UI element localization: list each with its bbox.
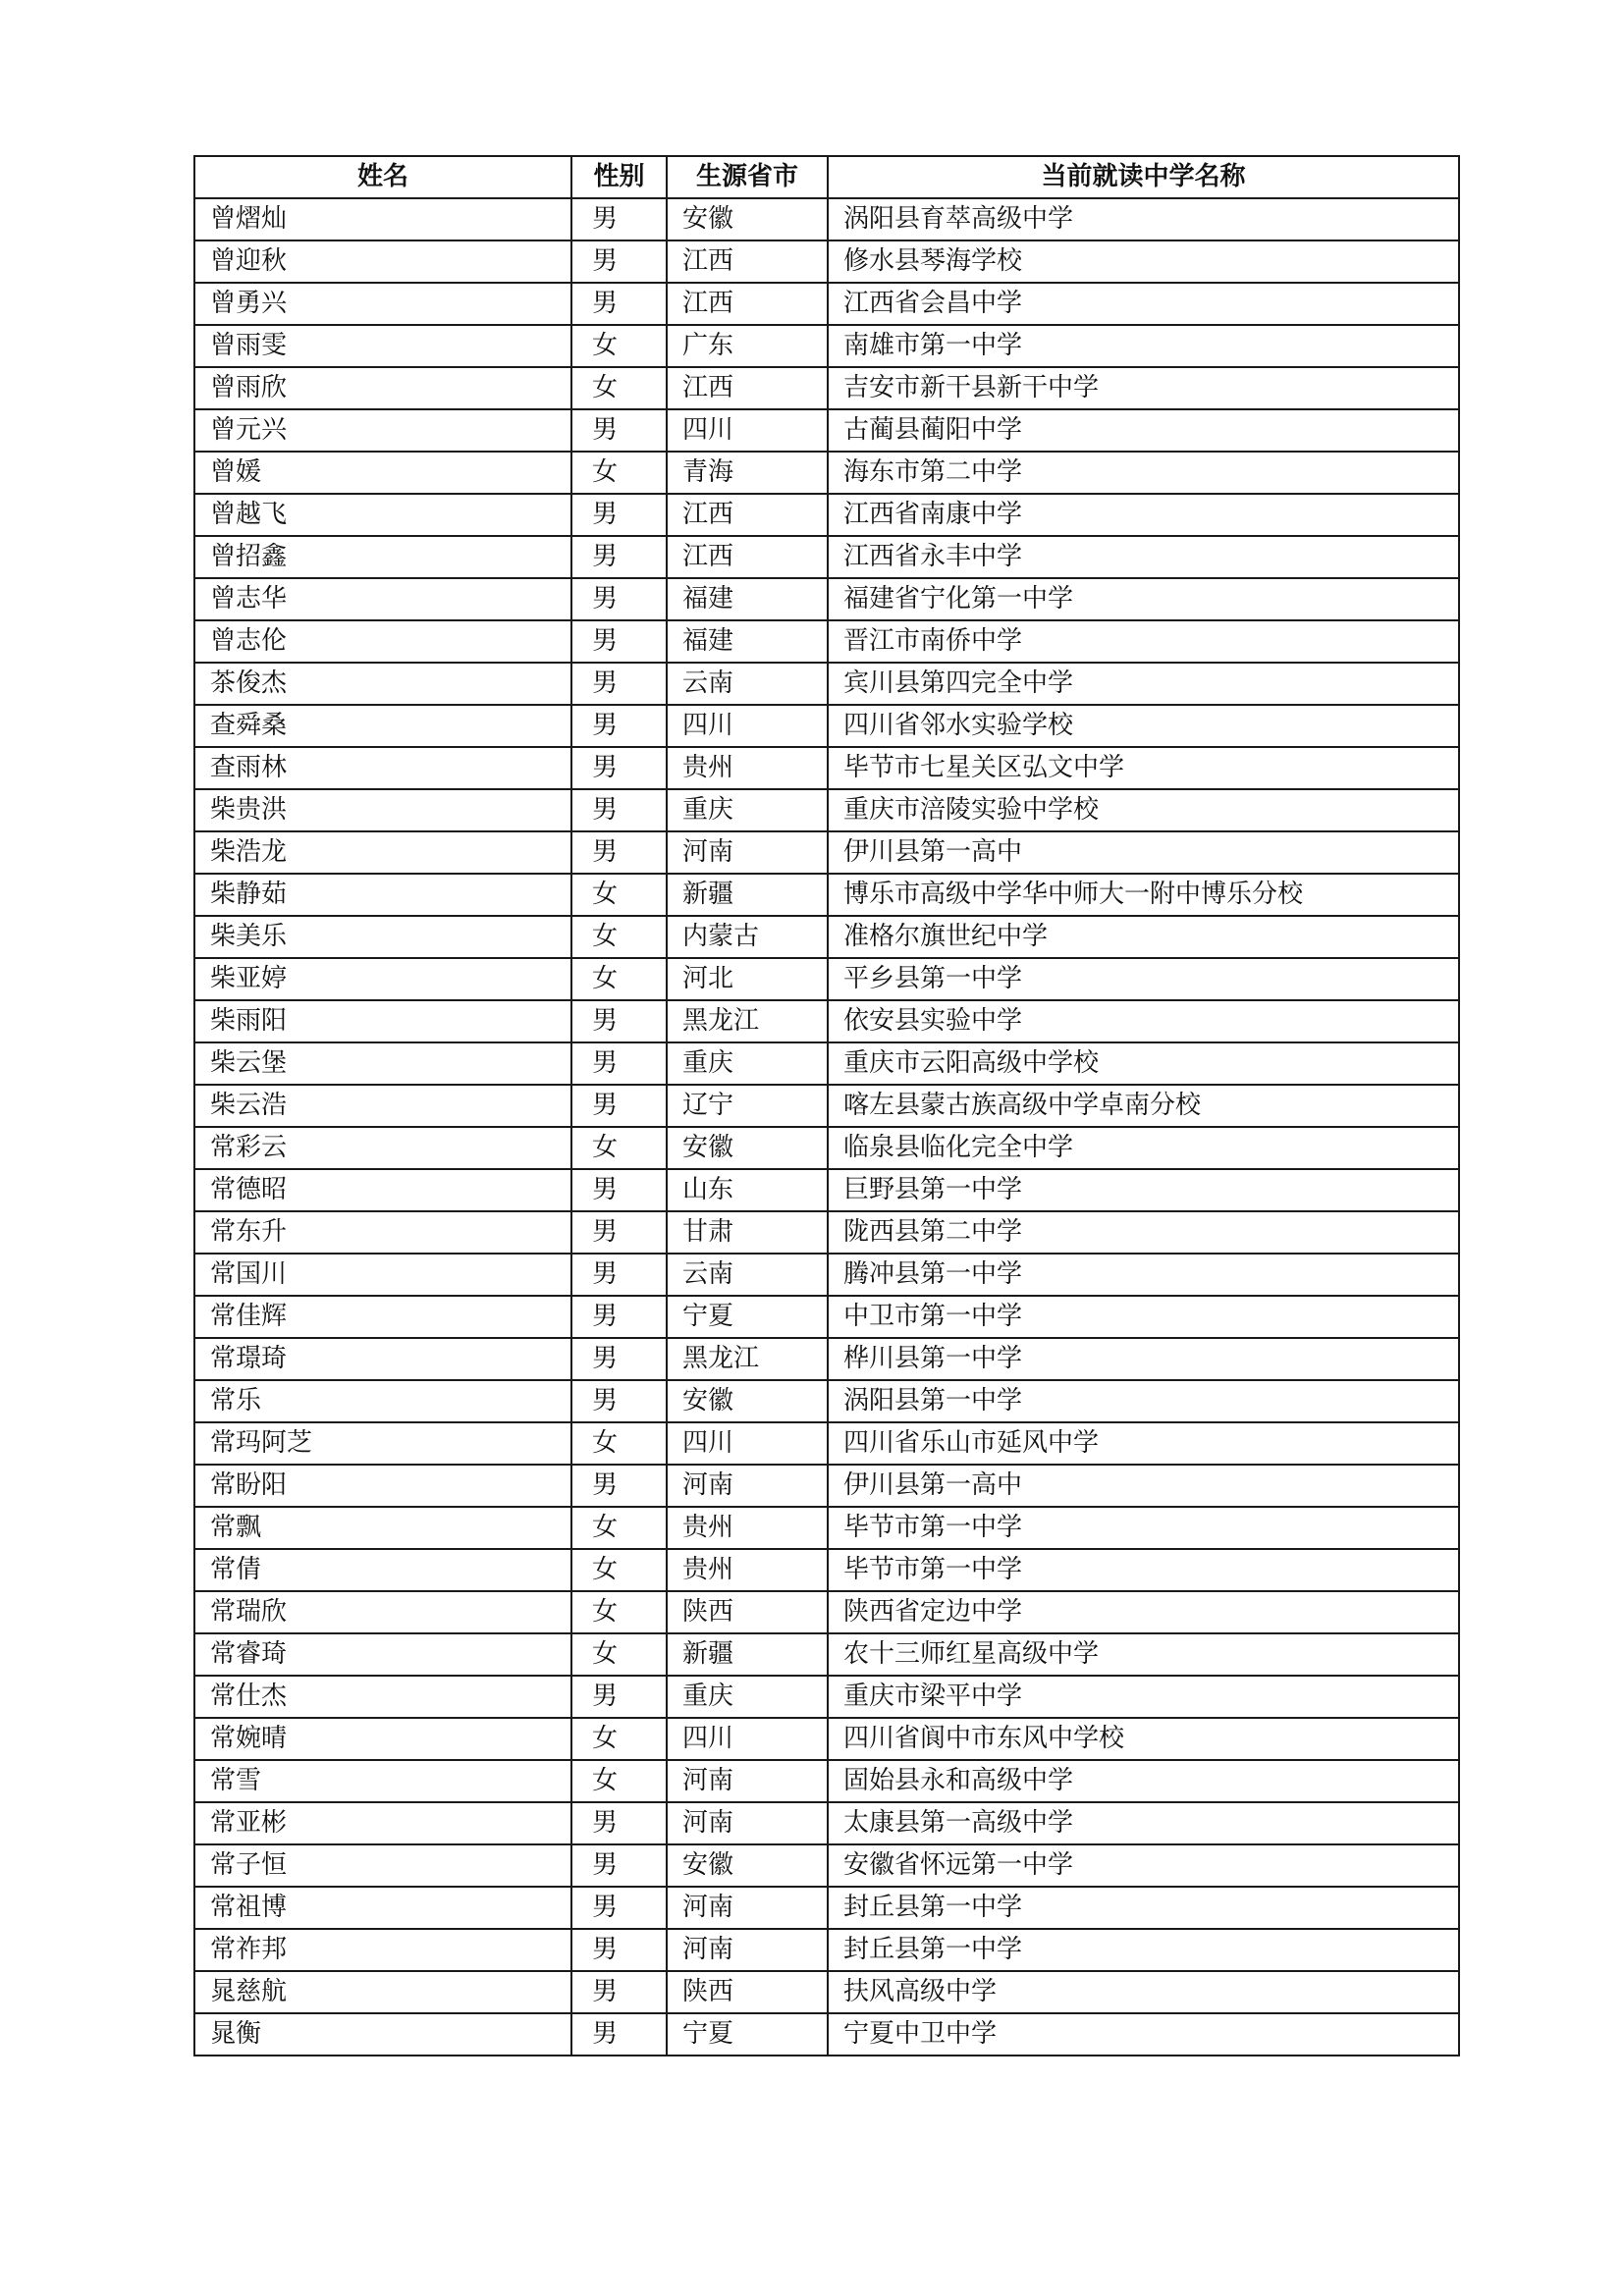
- header-school: 当前就读中学名称: [828, 156, 1459, 198]
- cell-name: 常佳辉: [194, 1296, 571, 1338]
- table-row: [194, 1211, 1459, 1254]
- cell-name: 常彩云: [194, 1127, 571, 1169]
- cell-name: 常亚彬: [194, 1802, 571, 1844]
- cell-gender: 男: [571, 578, 667, 620]
- cell-province: 江西: [667, 283, 828, 325]
- cell-name: 常德昭: [194, 1169, 571, 1211]
- cell-name: 常东升: [194, 1211, 571, 1254]
- cell-province: 内蒙古: [667, 916, 828, 958]
- table-row: [194, 1338, 1459, 1380]
- cell-school: 宁夏中卫中学: [828, 2013, 1459, 2056]
- cell-gender: 女: [571, 325, 667, 367]
- cell-school: 重庆市云阳高级中学校: [828, 1042, 1459, 1085]
- cell-province: 河南: [667, 1887, 828, 1929]
- table-row: [194, 1676, 1459, 1718]
- table-row: [194, 916, 1459, 958]
- table-row: [194, 1465, 1459, 1507]
- cell-name: 晁慈航: [194, 1971, 571, 2013]
- table-row: [194, 536, 1459, 578]
- cell-school: 桦川县第一中学: [828, 1338, 1459, 1380]
- cell-gender: 女: [571, 1422, 667, 1465]
- cell-province: 甘肃: [667, 1211, 828, 1254]
- cell-province: 广东: [667, 325, 828, 367]
- cell-name: 常婉晴: [194, 1718, 571, 1760]
- cell-gender: 女: [571, 1633, 667, 1676]
- cell-school: 四川省邻水实验学校: [828, 705, 1459, 747]
- cell-name: 曾雨欣: [194, 367, 571, 409]
- cell-name: 曾招鑫: [194, 536, 571, 578]
- cell-school: 涡阳县第一中学: [828, 1380, 1459, 1422]
- cell-school: 重庆市涪陵实验中学校: [828, 789, 1459, 831]
- cell-gender: 男: [571, 1802, 667, 1844]
- cell-school: 吉安市新干县新干中学: [828, 367, 1459, 409]
- cell-gender: 男: [571, 1000, 667, 1042]
- cell-name: 查雨林: [194, 747, 571, 789]
- table-row: [194, 1633, 1459, 1676]
- cell-province: 安徽: [667, 1380, 828, 1422]
- cell-school: 江西省永丰中学: [828, 536, 1459, 578]
- cell-gender: 女: [571, 1760, 667, 1802]
- header-row: [194, 156, 1459, 198]
- cell-province: 江西: [667, 367, 828, 409]
- cell-province: 新疆: [667, 874, 828, 916]
- table-row: [194, 1760, 1459, 1802]
- header-gender: 性别: [571, 156, 667, 198]
- table-row: [194, 1296, 1459, 1338]
- cell-school: 中卫市第一中学: [828, 1296, 1459, 1338]
- cell-gender: 女: [571, 1507, 667, 1549]
- cell-gender: 男: [571, 1085, 667, 1127]
- cell-province: 重庆: [667, 1042, 828, 1085]
- cell-province: 贵州: [667, 1507, 828, 1549]
- cell-name: 常璟琦: [194, 1338, 571, 1380]
- table-row: [194, 1802, 1459, 1844]
- table-row: [194, 1422, 1459, 1465]
- cell-gender: 男: [571, 831, 667, 874]
- cell-school: 准格尔旗世纪中学: [828, 916, 1459, 958]
- cell-province: 四川: [667, 409, 828, 452]
- cell-province: 河南: [667, 1760, 828, 1802]
- cell-school: 安徽省怀远第一中学: [828, 1844, 1459, 1887]
- table-row: [194, 1380, 1459, 1422]
- cell-gender: 女: [571, 367, 667, 409]
- cell-school: 海东市第二中学: [828, 452, 1459, 494]
- cell-gender: 男: [571, 1971, 667, 2013]
- cell-name: 柴美乐: [194, 916, 571, 958]
- table-row: [194, 240, 1459, 283]
- cell-province: 宁夏: [667, 2013, 828, 2056]
- cell-province: 河北: [667, 958, 828, 1000]
- table-body: [194, 198, 1459, 2056]
- cell-gender: 男: [571, 1465, 667, 1507]
- cell-school: 重庆市梁平中学: [828, 1676, 1459, 1718]
- cell-province: 辽宁: [667, 1085, 828, 1127]
- table-row: [194, 325, 1459, 367]
- cell-gender: 男: [571, 1042, 667, 1085]
- cell-name: 曾勇兴: [194, 283, 571, 325]
- table-row: [194, 1718, 1459, 1760]
- cell-gender: 男: [571, 1296, 667, 1338]
- cell-province: 黑龙江: [667, 1000, 828, 1042]
- table-row: [194, 409, 1459, 452]
- cell-school: 晋江市南侨中学: [828, 620, 1459, 663]
- cell-province: 重庆: [667, 1676, 828, 1718]
- table-header: [194, 156, 1459, 198]
- cell-gender: 男: [571, 409, 667, 452]
- table-row: [194, 1887, 1459, 1929]
- table-row: [194, 198, 1459, 240]
- cell-school: 涡阳县育萃高级中学: [828, 198, 1459, 240]
- cell-province: 江西: [667, 494, 828, 536]
- table-row: [194, 789, 1459, 831]
- cell-name: 常仕杰: [194, 1676, 571, 1718]
- cell-name: 曾志华: [194, 578, 571, 620]
- cell-school: 四川省阆中市东风中学校: [828, 1718, 1459, 1760]
- cell-province: 河南: [667, 1802, 828, 1844]
- table-row: [194, 620, 1459, 663]
- table-row: [194, 663, 1459, 705]
- cell-gender: 女: [571, 1718, 667, 1760]
- student-roster-table: [193, 155, 1460, 2056]
- cell-name: 常祚邦: [194, 1929, 571, 1971]
- cell-name: 曾媛: [194, 452, 571, 494]
- cell-school: 陕西省定边中学: [828, 1591, 1459, 1633]
- cell-gender: 女: [571, 452, 667, 494]
- cell-name: 晁衡: [194, 2013, 571, 2056]
- cell-school: 封丘县第一中学: [828, 1929, 1459, 1971]
- cell-gender: 男: [571, 2013, 667, 2056]
- table-row: [194, 1254, 1459, 1296]
- cell-gender: 女: [571, 916, 667, 958]
- table-row: [194, 1085, 1459, 1127]
- cell-name: 柴雨阳: [194, 1000, 571, 1042]
- cell-school: 巨野县第一中学: [828, 1169, 1459, 1211]
- cell-name: 常飘: [194, 1507, 571, 1549]
- cell-province: 四川: [667, 705, 828, 747]
- cell-name: 曾越飞: [194, 494, 571, 536]
- cell-gender: 女: [571, 958, 667, 1000]
- cell-province: 宁夏: [667, 1296, 828, 1338]
- cell-gender: 女: [571, 1591, 667, 1633]
- cell-name: 柴浩龙: [194, 831, 571, 874]
- table-row: [194, 747, 1459, 789]
- cell-gender: 男: [571, 1676, 667, 1718]
- table-row: [194, 1844, 1459, 1887]
- table-row: [194, 1127, 1459, 1169]
- cell-province: 河南: [667, 1465, 828, 1507]
- cell-school: 喀左县蒙古族高级中学卓南分校: [828, 1085, 1459, 1127]
- cell-school: 扶风高级中学: [828, 1971, 1459, 2013]
- cell-name: 常玛阿芝: [194, 1422, 571, 1465]
- cell-province: 黑龙江: [667, 1338, 828, 1380]
- cell-province: 安徽: [667, 198, 828, 240]
- cell-school: 南雄市第一中学: [828, 325, 1459, 367]
- table-row: [194, 1929, 1459, 1971]
- cell-gender: 男: [571, 747, 667, 789]
- cell-province: 重庆: [667, 789, 828, 831]
- cell-name: 曾元兴: [194, 409, 571, 452]
- table-row: [194, 874, 1459, 916]
- cell-province: 新疆: [667, 1633, 828, 1676]
- cell-name: 曾雨雯: [194, 325, 571, 367]
- cell-school: 农十三师红星高级中学: [828, 1633, 1459, 1676]
- table-row: [194, 2013, 1459, 2056]
- cell-province: 江西: [667, 536, 828, 578]
- cell-school: 修水县琴海学校: [828, 240, 1459, 283]
- cell-name: 曾迎秋: [194, 240, 571, 283]
- cell-gender: 男: [571, 1929, 667, 1971]
- cell-province: 陕西: [667, 1971, 828, 2013]
- cell-province: 安徽: [667, 1127, 828, 1169]
- cell-province: 河南: [667, 1929, 828, 1971]
- table-row: [194, 1000, 1459, 1042]
- cell-gender: 男: [571, 1338, 667, 1380]
- cell-gender: 男: [571, 789, 667, 831]
- cell-school: 宾川县第四完全中学: [828, 663, 1459, 705]
- cell-province: 云南: [667, 663, 828, 705]
- cell-school: 毕节市第一中学: [828, 1507, 1459, 1549]
- cell-school: 博乐市高级中学华中师大一附中博乐分校: [828, 874, 1459, 916]
- cell-province: 贵州: [667, 1549, 828, 1591]
- table-row: [194, 452, 1459, 494]
- cell-gender: 男: [571, 198, 667, 240]
- cell-school: 江西省南康中学: [828, 494, 1459, 536]
- cell-school: 依安县实验中学: [828, 1000, 1459, 1042]
- cell-province: 福建: [667, 578, 828, 620]
- cell-name: 柴云堡: [194, 1042, 571, 1085]
- table-row: [194, 367, 1459, 409]
- table-row: [194, 831, 1459, 874]
- cell-province: 河南: [667, 831, 828, 874]
- cell-school: 古蔺县蔺阳中学: [828, 409, 1459, 452]
- cell-province: 福建: [667, 620, 828, 663]
- cell-province: 江西: [667, 240, 828, 283]
- table-row: [194, 1591, 1459, 1633]
- cell-province: 安徽: [667, 1844, 828, 1887]
- header-name: 姓名: [194, 156, 571, 198]
- cell-school: 毕节市第一中学: [828, 1549, 1459, 1591]
- cell-school: 伊川县第一高中: [828, 831, 1459, 874]
- cell-school: 封丘县第一中学: [828, 1887, 1459, 1929]
- cell-province: 云南: [667, 1254, 828, 1296]
- cell-gender: 男: [571, 1887, 667, 1929]
- table-row: [194, 1042, 1459, 1085]
- cell-school: 腾冲县第一中学: [828, 1254, 1459, 1296]
- cell-name: 常祖博: [194, 1887, 571, 1929]
- table-row: [194, 705, 1459, 747]
- cell-school: 四川省乐山市延风中学: [828, 1422, 1459, 1465]
- cell-gender: 男: [571, 240, 667, 283]
- cell-gender: 女: [571, 1127, 667, 1169]
- cell-name: 柴贵洪: [194, 789, 571, 831]
- cell-gender: 男: [571, 705, 667, 747]
- cell-name: 常雪: [194, 1760, 571, 1802]
- cell-gender: 男: [571, 1211, 667, 1254]
- cell-school: 临泉县临化完全中学: [828, 1127, 1459, 1169]
- table-row: [194, 1971, 1459, 2013]
- table-row: [194, 1549, 1459, 1591]
- cell-province: 四川: [667, 1422, 828, 1465]
- header-province: 生源省市: [667, 156, 828, 198]
- cell-gender: 男: [571, 1380, 667, 1422]
- table-row: [194, 578, 1459, 620]
- cell-name: 常乐: [194, 1380, 571, 1422]
- cell-gender: 男: [571, 494, 667, 536]
- cell-gender: 男: [571, 283, 667, 325]
- cell-gender: 男: [571, 620, 667, 663]
- cell-name: 柴云浩: [194, 1085, 571, 1127]
- cell-gender: 男: [571, 536, 667, 578]
- cell-name: 查舜桑: [194, 705, 571, 747]
- table-row: [194, 1507, 1459, 1549]
- cell-gender: 男: [571, 1844, 667, 1887]
- cell-school: 陇西县第二中学: [828, 1211, 1459, 1254]
- cell-school: 毕节市七星关区弘文中学: [828, 747, 1459, 789]
- cell-name: 常瑞欣: [194, 1591, 571, 1633]
- cell-name: 常子恒: [194, 1844, 571, 1887]
- cell-gender: 男: [571, 663, 667, 705]
- cell-gender: 男: [571, 1169, 667, 1211]
- cell-gender: 女: [571, 874, 667, 916]
- cell-school: 伊川县第一高中: [828, 1465, 1459, 1507]
- cell-name: 曾熠灿: [194, 198, 571, 240]
- cell-school: 固始县永和高级中学: [828, 1760, 1459, 1802]
- cell-name: 柴静茹: [194, 874, 571, 916]
- cell-name: 茶俊杰: [194, 663, 571, 705]
- table-row: [194, 494, 1459, 536]
- cell-province: 贵州: [667, 747, 828, 789]
- table-row: [194, 1169, 1459, 1211]
- cell-name: 常国川: [194, 1254, 571, 1296]
- cell-province: 四川: [667, 1718, 828, 1760]
- cell-gender: 女: [571, 1549, 667, 1591]
- cell-province: 陕西: [667, 1591, 828, 1633]
- cell-name: 常盼阳: [194, 1465, 571, 1507]
- cell-name: 常倩: [194, 1549, 571, 1591]
- cell-name: 常睿琦: [194, 1633, 571, 1676]
- cell-school: 太康县第一高级中学: [828, 1802, 1459, 1844]
- cell-school: 平乡县第一中学: [828, 958, 1459, 1000]
- cell-school: 江西省会昌中学: [828, 283, 1459, 325]
- cell-name: 柴亚婷: [194, 958, 571, 1000]
- table-row: [194, 283, 1459, 325]
- cell-province: 青海: [667, 452, 828, 494]
- table-row: [194, 958, 1459, 1000]
- cell-province: 山东: [667, 1169, 828, 1211]
- cell-school: 福建省宁化第一中学: [828, 578, 1459, 620]
- cell-gender: 男: [571, 1254, 667, 1296]
- cell-name: 曾志伦: [194, 620, 571, 663]
